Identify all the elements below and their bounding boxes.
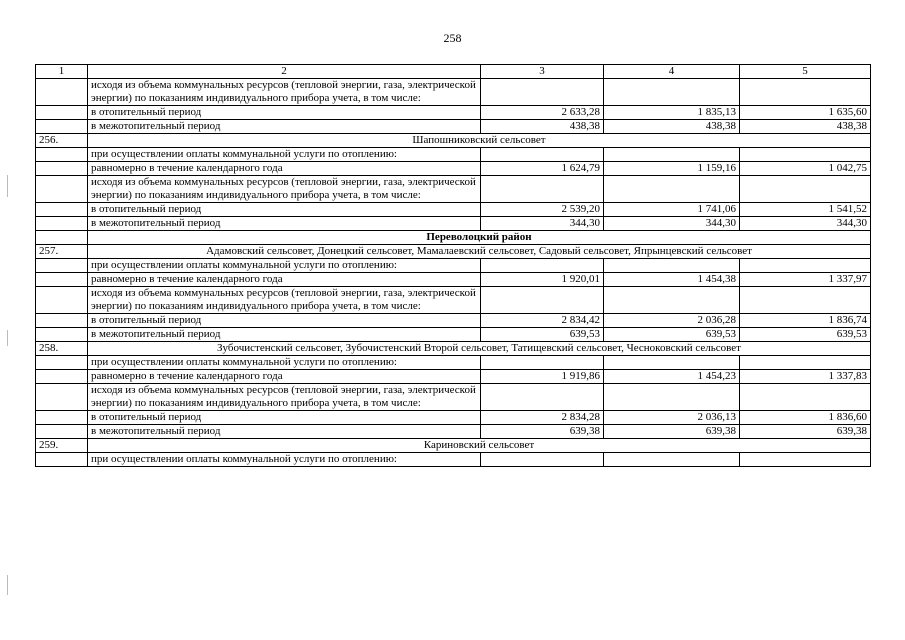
row-description: равномерно в течение календарного года xyxy=(88,370,481,384)
value-col-5: 1 836,60 xyxy=(740,411,871,425)
value-col-4 xyxy=(604,356,740,370)
value-col-3: 2 539,20 xyxy=(481,203,604,217)
section-number: 259. xyxy=(36,439,88,453)
page-number: 258 xyxy=(443,31,462,45)
row-description: в межотопительный период xyxy=(88,328,481,342)
value-col-5: 1 337,97 xyxy=(740,273,871,287)
value-col-4: 1 159,16 xyxy=(604,162,740,176)
row-description: в межотопительный период xyxy=(88,120,481,134)
table-row xyxy=(36,425,871,439)
value-col-5: 1 042,75 xyxy=(740,162,871,176)
column-number: 4 xyxy=(604,65,740,79)
row-description: в отопительный период xyxy=(88,314,481,328)
value-col-3: 438,38 xyxy=(481,120,604,134)
value-col-5 xyxy=(740,176,871,203)
row-description: в отопительный период xyxy=(88,411,481,425)
value-col-3 xyxy=(481,79,604,106)
value-col-4 xyxy=(604,453,740,467)
section-number: 258. xyxy=(36,342,88,356)
table-row xyxy=(36,370,871,384)
value-col-5 xyxy=(740,356,871,370)
value-col-4: 2 036,13 xyxy=(604,411,740,425)
table-row xyxy=(36,314,871,328)
row-description: равномерно в течение календарного года xyxy=(88,162,481,176)
value-col-4 xyxy=(604,287,740,314)
row-number-cell xyxy=(36,314,88,328)
value-col-4: 1 454,38 xyxy=(604,273,740,287)
value-col-3: 344,30 xyxy=(481,217,604,231)
value-col-3 xyxy=(481,384,604,411)
row-description: в межотопительный период xyxy=(88,217,481,231)
value-col-5: 1 337,83 xyxy=(740,370,871,384)
value-col-4 xyxy=(604,148,740,162)
section-title: Адамовский сельсовет, Донецкий сельсовет, Мамалаевский сельсовет, Садовый сельсовет, Япрынцевский сельсовет xyxy=(88,245,871,259)
row-description: при осуществлении оплаты коммунальной услуги по отоплению: xyxy=(88,356,481,370)
value-col-5: 639,53 xyxy=(740,328,871,342)
table-row xyxy=(36,120,871,134)
row-description: исходя из объема коммунальных ресурсов (тепловой энергии, газа, электрической энергии) по показаниям индивидуального прибора учета, в том числе: xyxy=(88,79,481,106)
row-description: при осуществлении оплаты коммунальной услуги по отоплению: xyxy=(88,453,481,467)
value-col-4: 639,53 xyxy=(604,328,740,342)
table-row xyxy=(36,453,871,467)
row-number-cell xyxy=(36,217,88,231)
row-description: исходя из объема коммунальных ресурсов (тепловой энергии, газа, электрической энергии) по показаниям индивидуального прибора учета, в том числе: xyxy=(88,384,481,411)
table-row xyxy=(36,217,871,231)
row-description: при осуществлении оплаты коммунальной услуги по отоплению: xyxy=(88,148,481,162)
value-col-3: 1 919,86 xyxy=(481,370,604,384)
value-col-3: 1 920,01 xyxy=(481,273,604,287)
table-row xyxy=(36,384,871,411)
row-description: равномерно в течение календарного года xyxy=(88,273,481,287)
row-number-cell xyxy=(36,425,88,439)
value-col-3: 2 834,42 xyxy=(481,314,604,328)
value-col-4 xyxy=(604,176,740,203)
value-col-5: 438,38 xyxy=(740,120,871,134)
scan-edge-mark xyxy=(7,575,8,595)
section-row xyxy=(36,245,871,259)
value-col-4: 639,38 xyxy=(604,425,740,439)
value-col-4: 1 454,23 xyxy=(604,370,740,384)
value-col-3 xyxy=(481,148,604,162)
table-row xyxy=(36,411,871,425)
row-number-cell xyxy=(36,176,88,203)
row-number-cell xyxy=(36,120,88,134)
scan-edge-mark xyxy=(7,175,8,197)
row-number-cell xyxy=(36,287,88,314)
table-row xyxy=(36,176,871,203)
table-row xyxy=(36,106,871,120)
value-col-3: 2 834,28 xyxy=(481,411,604,425)
row-number-cell xyxy=(36,273,88,287)
value-col-5: 639,38 xyxy=(740,425,871,439)
value-col-3 xyxy=(481,453,604,467)
row-description: в отопительный период xyxy=(88,203,481,217)
table-row xyxy=(36,79,871,106)
row-number-cell xyxy=(36,328,88,342)
row-number-cell xyxy=(36,148,88,162)
value-col-4: 1 835,13 xyxy=(604,106,740,120)
column-number: 2 xyxy=(88,65,481,79)
table-row xyxy=(36,148,871,162)
row-description: исходя из объема коммунальных ресурсов (тепловой энергии, газа, электрической энергии) по показаниям индивидуального прибора учета, в том числе: xyxy=(88,176,481,203)
district-row xyxy=(36,231,871,245)
value-col-5 xyxy=(740,259,871,273)
row-number-cell xyxy=(36,79,88,106)
row-number-cell xyxy=(36,370,88,384)
value-col-3: 2 633,28 xyxy=(481,106,604,120)
table-row xyxy=(36,259,871,273)
scan-edge-mark xyxy=(7,330,8,346)
row-description: в межотопительный период xyxy=(88,425,481,439)
section-row xyxy=(36,439,871,453)
column-number-row xyxy=(36,65,871,79)
value-col-5 xyxy=(740,453,871,467)
section-title: Кариновский сельсовет xyxy=(88,439,871,453)
column-number: 3 xyxy=(481,65,604,79)
row-number-cell xyxy=(36,162,88,176)
table-row xyxy=(36,273,871,287)
value-col-3: 1 624,79 xyxy=(481,162,604,176)
section-number: 256. xyxy=(36,134,88,148)
district-title: Переволоцкий район xyxy=(88,231,871,245)
row-description: в отопительный период xyxy=(88,106,481,120)
value-col-5: 1 541,52 xyxy=(740,203,871,217)
section-title: Шапошниковский сельсовет xyxy=(88,134,871,148)
value-col-3: 639,38 xyxy=(481,425,604,439)
row-number-cell xyxy=(36,203,88,217)
row-number-cell xyxy=(36,231,88,245)
section-row xyxy=(36,342,871,356)
row-number-cell xyxy=(36,453,88,467)
value-col-3 xyxy=(481,259,604,273)
row-number-cell xyxy=(36,106,88,120)
value-col-5 xyxy=(740,148,871,162)
tariff-table xyxy=(35,64,871,467)
section-title: Зубочистенский сельсовет, Зубочистенский Второй сельсовет, Татищевский сельсовет, Чесноковский сельсовет xyxy=(88,342,871,356)
tariff-table-body xyxy=(36,65,871,467)
row-number-cell xyxy=(36,356,88,370)
value-col-4 xyxy=(604,384,740,411)
value-col-5: 1 836,74 xyxy=(740,314,871,328)
value-col-3 xyxy=(481,176,604,203)
table-row xyxy=(36,356,871,370)
value-col-4 xyxy=(604,259,740,273)
section-number: 257. xyxy=(36,245,88,259)
table-row xyxy=(36,328,871,342)
value-col-4: 344,30 xyxy=(604,217,740,231)
value-col-5: 344,30 xyxy=(740,217,871,231)
value-col-5 xyxy=(740,287,871,314)
table-row xyxy=(36,203,871,217)
row-number-cell xyxy=(36,384,88,411)
value-col-5: 1 635,60 xyxy=(740,106,871,120)
row-description: исходя из объема коммунальных ресурсов (тепловой энергии, газа, электрической энергии) по показаниям индивидуального прибора учета, в том числе: xyxy=(88,287,481,314)
value-col-4 xyxy=(604,79,740,106)
column-number: 1 xyxy=(36,65,88,79)
value-col-5 xyxy=(740,384,871,411)
value-col-4: 1 741,06 xyxy=(604,203,740,217)
value-col-5 xyxy=(740,79,871,106)
row-description: при осуществлении оплаты коммунальной услуги по отоплению: xyxy=(88,259,481,273)
value-col-3: 639,53 xyxy=(481,328,604,342)
row-number-cell xyxy=(36,259,88,273)
row-number-cell xyxy=(36,411,88,425)
value-col-4: 438,38 xyxy=(604,120,740,134)
table-row xyxy=(36,162,871,176)
value-col-4: 2 036,28 xyxy=(604,314,740,328)
value-col-3 xyxy=(481,287,604,314)
section-row xyxy=(36,134,871,148)
value-col-3 xyxy=(481,356,604,370)
column-number: 5 xyxy=(740,65,871,79)
table-row xyxy=(36,287,871,314)
